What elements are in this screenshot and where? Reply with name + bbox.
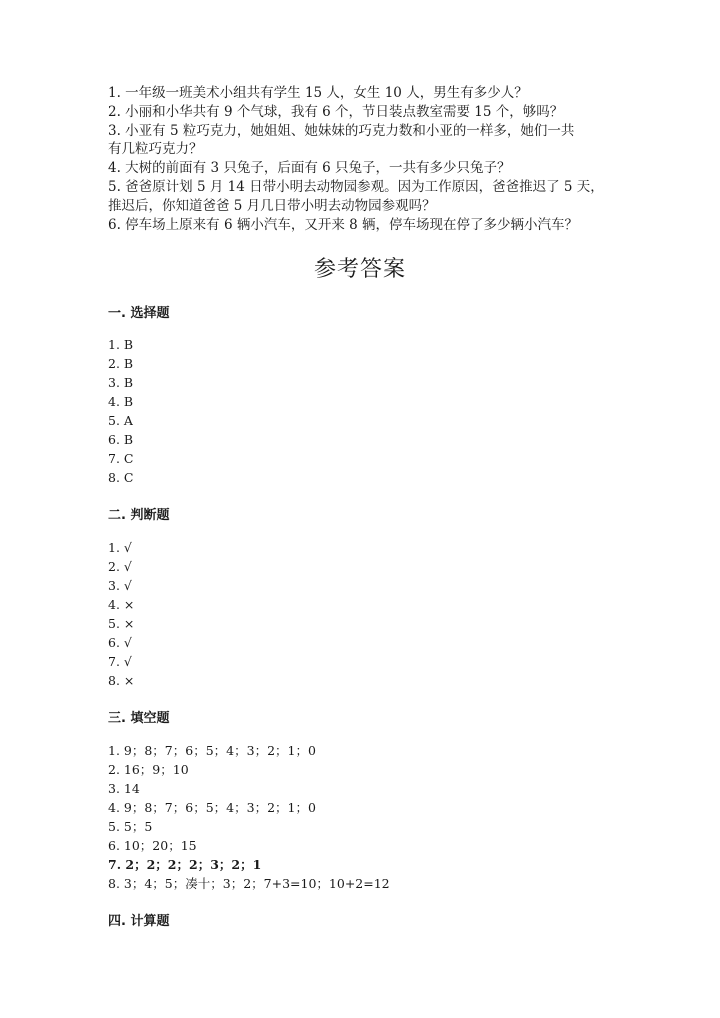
answer-item: 3. 14: [108, 781, 140, 796]
answer-item: 6. 10；20；15: [108, 838, 197, 853]
answer-list-fill-in: [108, 741, 390, 893]
answer-item: 3. √: [108, 578, 132, 593]
answer-item: 8. ×: [108, 673, 135, 688]
question-line: 推迟后，你知道爸爸 5 月几日带小明去动物园参观吗？: [108, 197, 436, 214]
answer-list-judgment: [108, 538, 134, 690]
answer-item: 5. ×: [108, 616, 135, 631]
question-line: 1. 一年级一班美术小组共有学生 15 人，女生 10 人，男生有多少人？: [108, 85, 528, 101]
answer-item: 2. B: [108, 356, 134, 371]
question-line: 2. 小丽和小华共有 9 个气球，我有 6 个，节日装点教室需要 15 个，够吗？: [108, 103, 564, 120]
answer-item: 8. C: [108, 470, 134, 485]
answer-item: 7. C: [108, 451, 134, 466]
answer-item: 6. B: [108, 432, 134, 447]
question-line: 有几粒巧克力？: [108, 141, 203, 158]
answer-item: 8. 3；4；5；凑十；3；2；7+3=10；10+2=12: [108, 876, 390, 891]
question-line: 5. 爸爸原计划 5 月 14 日带小明去动物园参观。因为工作原因，爸爸推迟了 5 天，: [108, 178, 604, 195]
question-line: 6. 停车场上原来有 6 辆小汽车，又开来 8 辆，停车场现在停了多少辆小汽车？: [108, 216, 579, 233]
answer-item: 7. √: [108, 654, 132, 669]
answer-item: 4. B: [108, 394, 134, 409]
question-line: 4. 大树的前面有 3 只兔子，后面有 6 只兔子，一共有多少只兔子？: [108, 160, 511, 177]
answer-item: 5. A: [108, 413, 133, 428]
word-problems: [108, 84, 616, 234]
answer-item: 7. 2；2；2；2；3；2；1: [108, 857, 262, 872]
answer-item: 3. B: [108, 375, 134, 390]
section-heading-calculation: 四. 计算题: [108, 914, 170, 929]
answer-item: 6. √: [108, 635, 132, 650]
section-heading-choice: 一. 选择题: [108, 306, 170, 321]
answer-item: 1. B: [108, 337, 134, 352]
section-heading-fill-in: 三. 填空题: [108, 711, 170, 726]
answer-item: 2. √: [108, 559, 132, 574]
answer-key-title: 参考答案: [313, 257, 406, 282]
question-line: 3. 小亚有 5 粒巧克力，她姐姐、她妹妹的巧克力数和小亚的一样多，她们一共: [108, 122, 575, 139]
answer-list-choice: [108, 335, 133, 487]
answer-item: 1. √: [108, 540, 132, 555]
answer-item: 1. 9；8；7；6；5；4；3；2；1；0: [108, 743, 316, 758]
section-heading-judgment: 二. 判断题: [108, 508, 170, 523]
answer-item: 2. 16；9；10: [108, 762, 189, 777]
answer-item: 4. ×: [108, 597, 135, 612]
answer-item: 5. 5；5: [108, 819, 153, 834]
answer-item: 4. 9；8；7；6；5；4；3；2；1；0: [108, 800, 316, 815]
